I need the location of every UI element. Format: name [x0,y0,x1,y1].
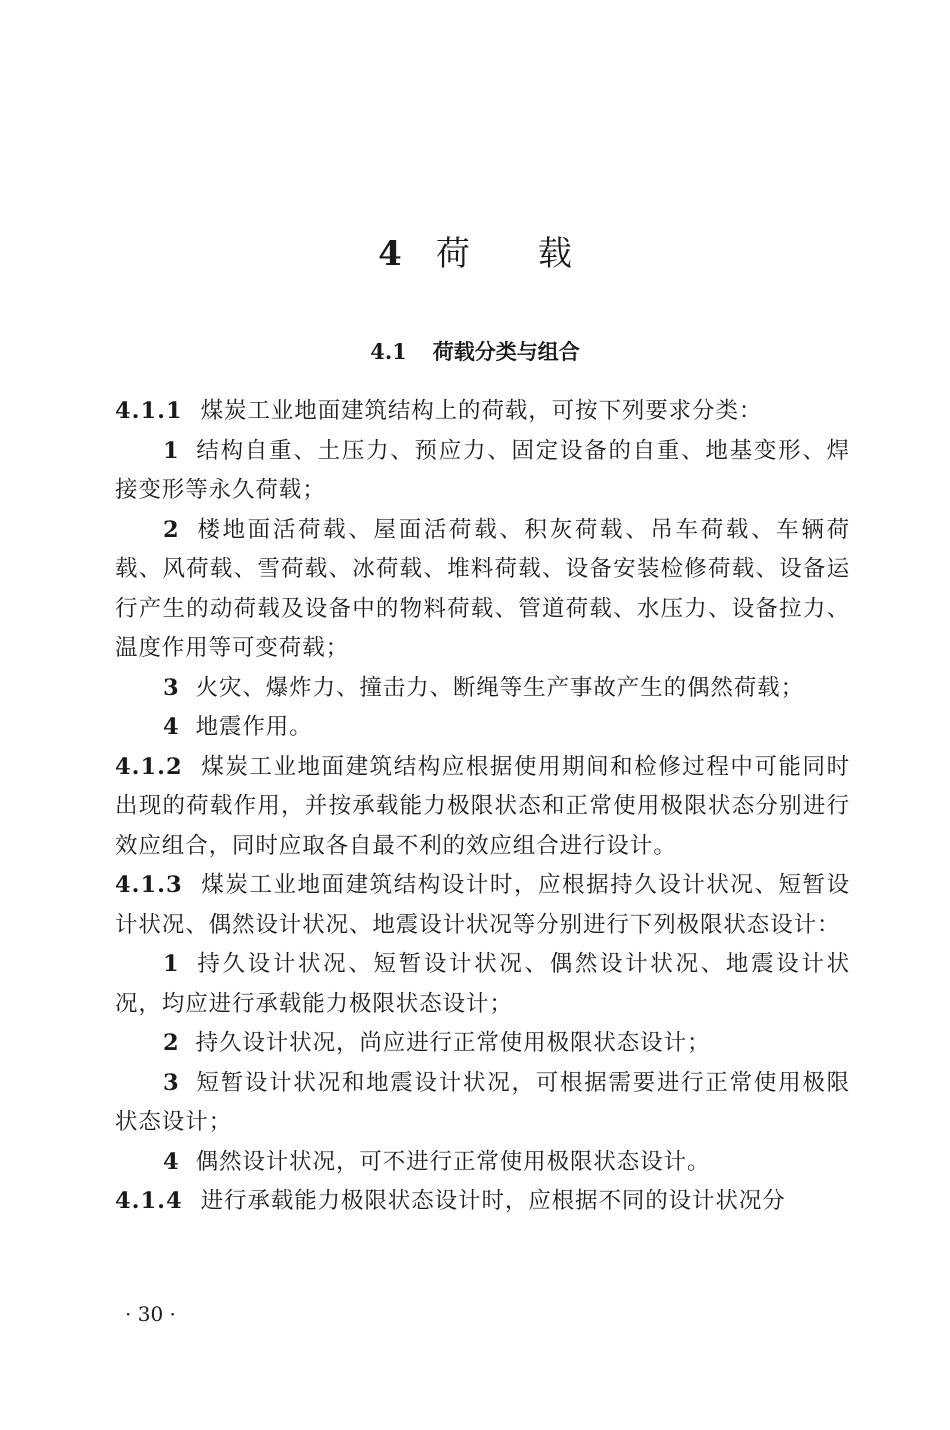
clause-paragraph [115,748,850,867]
clause-paragraph [115,1182,850,1222]
item-number: 3 [163,1069,180,1096]
item-number: 4 [163,1148,180,1175]
paragraph-text: 煤炭工业地面建筑结构应根据使用期间和检修过程中可能同时出现的荷载作用，并按承载能力极限状态和正常使用极限状态分别进行效应组合，同时应取各自最不利的效应组合进行设计。 [115,753,850,859]
paragraph-text: 结构自重、土压力、预应力、固定设备的自重、地基变形、焊接变形等永久荷载； [115,437,850,503]
list-item [115,511,850,669]
item-number: 1 [163,437,180,464]
paragraph-text: 地震作用。 [195,714,313,740]
list-item [115,432,850,511]
paragraph-text: 楼地面活荷载、屋面活荷载、积灰荷载、吊车荷载、车辆荷载、风荷载、雪荷载、冰荷载、堆料荷载、设备安装检修荷载、设备运行产生的动荷载及设备中的物料荷载、管道荷载、水压力、设备拉力、温度作用等可变荷载； [115,516,850,661]
paragraph-text: 火灾、爆炸力、撞击力、断绳等生产事故产生的偶然荷载； [195,674,804,701]
clause-number: 4.1.3 [115,872,183,898]
item-number: 1 [163,951,180,977]
list-item [115,1064,850,1143]
chapter-number: 4 [378,234,402,274]
paragraph-text: 煤炭工业地面建筑结构上的荷载，可按下列要求分类： [200,398,763,424]
chapter-title-part2: 载 [537,234,572,274]
clause-paragraph [115,392,850,432]
body-text [115,392,850,1222]
paragraph-text: 持久设计状况、短暂设计状况、偶然设计状况、地震设计状况，均应进行承载能力极限状态设计； [115,951,850,1017]
paragraph-text: 短暂设计状况和地震设计状况，可根据需要进行正常使用极限状态设计； [115,1069,850,1135]
list-item [115,708,850,748]
item-number: 2 [163,516,180,543]
item-number: 3 [163,674,180,701]
item-number: 4 [163,714,180,740]
list-item [115,945,850,1024]
clause-paragraph [115,866,850,945]
list-item [115,1143,850,1183]
chapter-title [0,232,950,276]
paragraph-text: 偶然设计状况，可不进行正常使用极限状态设计。 [195,1148,711,1175]
page-number: · 30 · [125,1302,176,1326]
paragraph-text: 煤炭工业地面建筑结构设计时，应根据持久设计状况、短暂设计状况、偶然设计状况、地震设计状况等分别进行下列极限状态设计： [115,872,850,938]
clause-number: 4.1.1 [115,398,183,424]
list-item [115,669,850,709]
paragraph-text: 进行承载能力极限状态设计时，应根据不同的设计状况分 [200,1188,786,1214]
clause-number: 4.1.2 [115,753,183,780]
section-title-text: 荷载分类与组合 [432,340,580,364]
list-item [115,1024,850,1064]
item-number: 2 [163,1030,180,1056]
paragraph-text: 持久设计状况，尚应进行正常使用极限状态设计； [195,1030,711,1056]
clause-number: 4.1.4 [115,1188,183,1214]
section-title [0,337,950,367]
section-number: 4.1 [370,339,407,364]
chapter-title-part1: 荷 [435,234,470,274]
